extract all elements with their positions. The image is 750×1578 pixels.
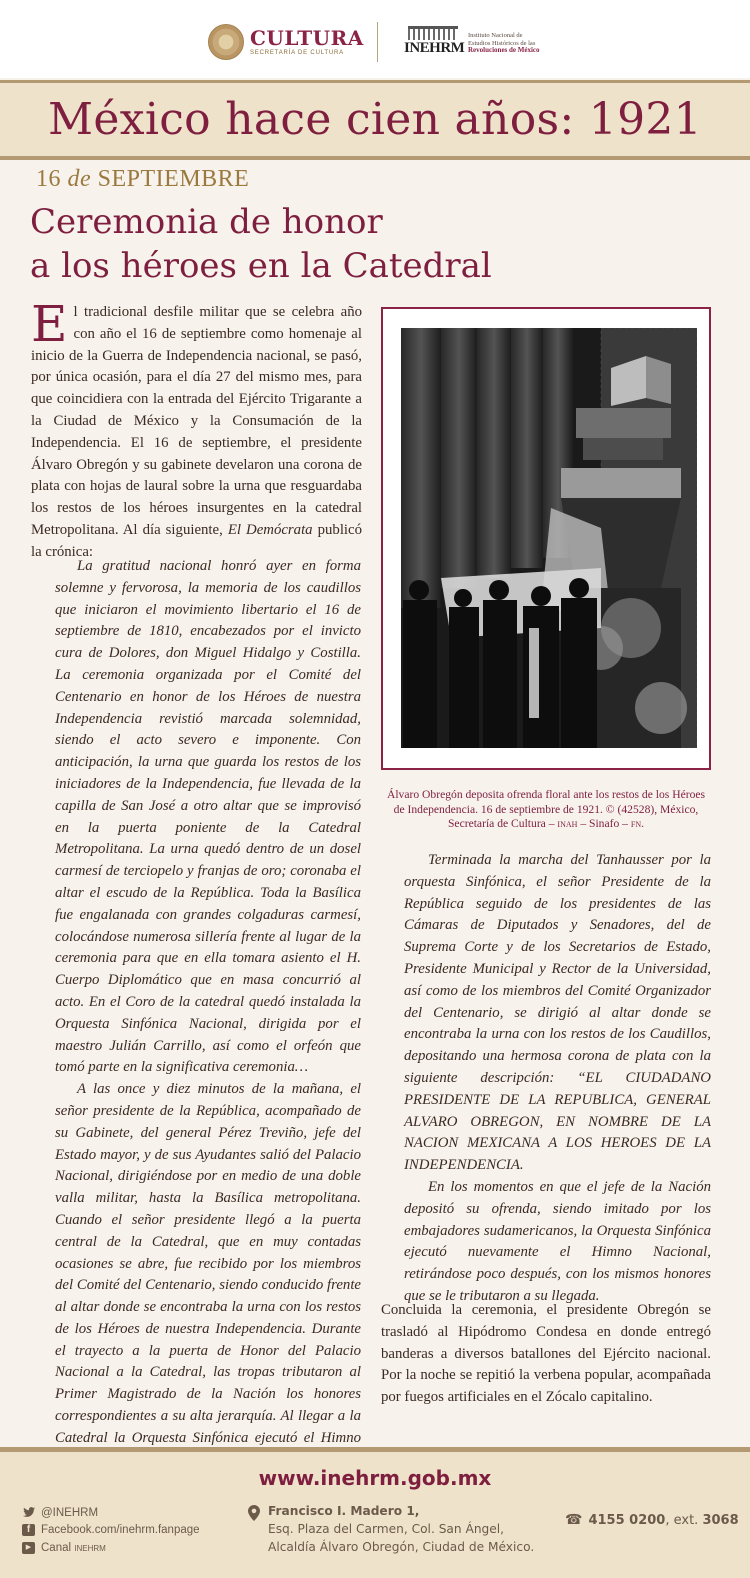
facebook-url: Facebook.com/inehrm.fanpage (41, 1524, 200, 1537)
date-de: de (67, 166, 92, 192)
date-day: 16 (36, 166, 61, 192)
website-link[interactable]: www.inehrm.gob.mx (258, 1466, 492, 1490)
twitter-handle: @INEHRM (41, 1506, 99, 1519)
youtube-icon: ▶ (22, 1542, 35, 1554)
conclusion-text: Concluida la ceremonia, el presidente Obregón se trasladó al Hipódromo Condesa en donde entregó banderas a diversos batallones del Ejército nacional. Por la noche se repitió la verbena popular, acompañada por fuegos artificiales en el Zócalo capitalino. (381, 1302, 711, 1406)
quote-left-paragraph-1: La gratitud nacional honró ayer en forma solemne y fervorosa, la memoria de los caudillos que iniciaron el movimiento libertario el 16 de septiembre de 1810, encabezados por el invicto cura de Dolores, don Miguel Hidalgo y Costilla. La ceremonia organizada por el Comité del Centenario en honor de los Héroes de nuestra Independencia revistió marcada solemnidad, siendo el acto severo e imponente. Con anticipación, la urna que guarda los restos de los iniciadores de la Independencia, fue llevada de la capilla de San José a otro altar que se improvisó en la puerta poniente de la Catedral Metropolitana. La urna quedó dentro de un dosel carmesí de terciopelo y franjas de oro; coronaba el altar el escudo de la República. Toda la Basílica fue engalanada con grandes colgaduras carmesí, colocándose numerosa sillería frente al lugar de la ceremonia para que en ella tomara asiento el H. Cuerpo Diplomático que en masa concurrió al acto. En el Coro de la catedral quedó instalada la Orquesta Sinfónica Nacional, dirigida por el maestro Julián Carrillo, así como el orfeón que tomó parte en la significativa ceremonia… (55, 558, 361, 1076)
inehrm-line-1: Instituto Nacional de (468, 32, 523, 39)
article-date (36, 166, 249, 193)
conclusion-paragraph (381, 1300, 711, 1409)
inehrm-acronym: INEHRM (404, 40, 465, 56)
phone-number[interactable] (565, 1512, 739, 1528)
headline-line-1: Ceremonia de honor (30, 202, 383, 242)
address (248, 1502, 534, 1556)
ceremony-photo-illustration (401, 328, 697, 748)
caption-fn: fn (630, 817, 642, 831)
newspaper-name: El Demócrata (227, 521, 313, 538)
caption-end: . (641, 817, 645, 831)
cultura-name: CULTURA (250, 26, 364, 50)
cultura-subtitle: SECRETARÍA DE CULTURA (250, 50, 344, 56)
twitter-link[interactable] (22, 1504, 200, 1522)
caption-text: Álvaro Obregón deposita ofrenda floral ante los restos de los Héroes de Independencia. 16 de septiembre de 1921. © (42528), México, Secretaría de Cultura – (386, 788, 706, 831)
intro-paragraph (31, 295, 363, 564)
social-links (22, 1504, 200, 1557)
intro-text: l tradicional desfile militar que se celebra año con año el 16 de septiembre como homenaje al inicio de la Guerra de Independencia nacional, se pasó, por única ocasión, para el día 27 del mismo mes, para que coincidiera con la entrada del Ejército Trigarante a la Ciudad de México y la Consumación de la Independencia. El 16 de septiembre, el presidente Álvaro Obregón y su gabinete develaron una corona de plata con hojas de laural sobre la urna que resguardaba los restos de los héroes insurgentes en la catedral Metropolitana. Al día siguiente, (31, 304, 362, 538)
footer (0, 1447, 750, 1578)
historic-photo[interactable] (401, 328, 697, 748)
inehrm-line-3: Revoluciones de México (468, 46, 540, 54)
page-title: México hace cien años: 1921 (48, 94, 702, 145)
building-icon (408, 26, 458, 40)
national-seal-icon (208, 24, 244, 60)
caption-mid: – Sinafo – (577, 817, 631, 831)
quote-right (404, 850, 711, 1308)
phone-ext: 3068 (702, 1513, 739, 1528)
phone-icon: ☎ (565, 1512, 583, 1528)
drop-cap: E (31, 295, 68, 353)
article-headline (30, 200, 550, 288)
quote-left (55, 556, 361, 1493)
location-pin-icon (248, 1505, 260, 1521)
title-band (0, 80, 750, 160)
photo-caption (381, 788, 711, 832)
youtube-prefix: Canal (41, 1541, 72, 1554)
logo-divider (377, 22, 378, 62)
intro-text-end: publicó la crónica: (31, 521, 363, 560)
phone-ext-label: , ext. (665, 1513, 703, 1528)
address-line-2: Esq. Plaza del Carmen, Col. San Ángel, (268, 1522, 505, 1536)
address-line-1: Francisco I. Madero 1, (268, 1504, 420, 1518)
inehrm-line-2: Estudios Históricos de las (468, 39, 536, 47)
cultura-logo[interactable] (208, 22, 364, 62)
photo-frame (381, 307, 711, 770)
youtube-channel: inehrm (74, 1541, 106, 1554)
facebook-link[interactable] (22, 1522, 200, 1540)
youtube-link[interactable] (22, 1539, 200, 1557)
address-line-3: Alcaldía Álvaro Obregón, Ciudad de México. (268, 1540, 535, 1554)
twitter-icon (22, 1507, 35, 1519)
phone-main: 4155 0200 (588, 1513, 666, 1528)
quote-left-paragraph-2: A las once y diez minutos de la mañana, el señor presidente de la República, acompañado de su Gabinete, del general Pérez Treviño, jefe del Estado mayor, y de sus Ayudantes salió del Palacio Nacional, dirigiéndose por en medio de una doble valla militar, hasta la Basílica metropolitana. Cuando el señor presidente llegó a la puerta central de la Catedral, que en muy contadas ocasiones se abre, fue recibido por los miembros del Comité del Centenario, siendo conducido frente al altar donde se encontraba la urna con los restos de los Héroes de nuestra Independencia. Durante el trayecto a la puerta de Honor del Palacio Nacional a la Catedral, las tropas tributaron al Primer Magistrado de la Nación los honores correspondientes a su alta jerarquía. Al llegar a la Catedral la Orquesta Sinfónica ejecutó el Himno (55, 1081, 361, 1446)
date-month: SEPTIEMBRE (97, 166, 250, 192)
headline-line-2: a los héroes en la Catedral (30, 246, 492, 286)
facebook-icon: f (22, 1524, 35, 1536)
caption-inah: inah (557, 817, 578, 831)
quote-right-paragraph-2: En los momentos en que el jefe de la Nación depositó su ofrenda, siendo imitado por los embajadores sudamericanos, la Orquesta Sinfónica ejecutó nuevamente el Himno Nacional, retirándose poco después, con los mismos honores que se le tributaron a su llegada. (404, 1178, 711, 1304)
quote-right-paragraph-1: Terminada la marcha del Tanhausser por la orquesta Sinfónica, el señor Presidente de la República seguido de los presidentes de las Cámaras de Diputados y Senadores, del de Suprema Corte y de los Secretarios de Estado, Presidente Municipal y Rector de la Universidad, así como de los miembros del Comité Organizador del Centenario, se dirigió al altar donde se encontraba la urna con los restos de los Caudillos, depositando una hermosa corona de plata con la siguiente descripción: “EL CIUDADANO PRESIDENTE DE LA REPUBLICA, GENERAL ALVARO OBREGON, EN NOMBRE DE LA NACION MEXICANA A LOS HEROES DE LA INDEPENDENCIA. (404, 852, 711, 1174)
logo-bar (0, 0, 750, 78)
inehrm-logo[interactable] (404, 26, 558, 56)
